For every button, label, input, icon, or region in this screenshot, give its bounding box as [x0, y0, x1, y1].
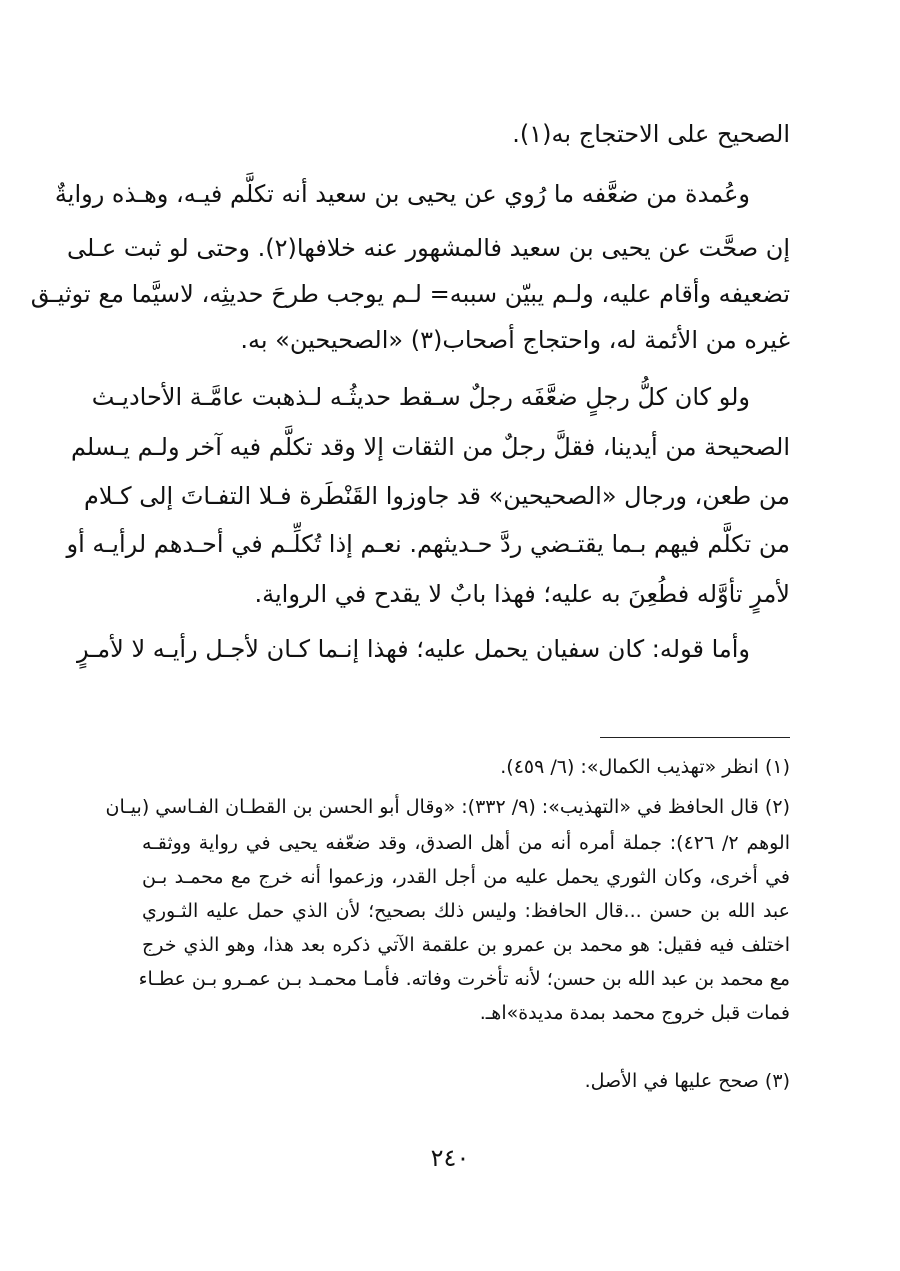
footnote-line: الوهم ٢/ ٤٢٦): جملة أمره أنه من أهل الصدق، وقد ضعّفه يحيى في رواية ووثقـه — [142, 832, 790, 854]
footnote-line: في أخرى، وكان الثوري يحمل عليه من أجل القدر، وزعموا أنه خرج مع محمـد بـن — [142, 866, 790, 888]
text-line: وعُمدة من ضعَّفه ما رُوي عن يحيى بن سعيد أنه تكلَّم فيـه، وهـذه روايةٌ — [54, 180, 750, 208]
text-line: الصحيح على الاحتجاج به(١). — [512, 120, 790, 148]
text-line: غيره من الأئمة له، واحتجاج أصحاب(٣) «الصحيحين» به. — [240, 326, 790, 354]
footnote-1: (١) انظر «تهذيب الكمال»: (٦/ ٤٥٩). — [500, 756, 790, 778]
text-line: الصحيحة من أيدينا، فقلَّ رجلٌ من الثقات إلا وقد تكلَّم فيه آخر ولـم يـسلم — [70, 433, 790, 461]
text-line: إن صحَّت عن يحيى بن سعيد فالمشهور عنه خلافها(٢). وحتى لو ثبت عـلى — [66, 234, 790, 262]
text-line: تضعيفه وأقام عليه، ولـم يبيّن سببه= لـم يوجب طرحَ حديثِه، لاسيَّما مع توثيـق — [30, 280, 790, 308]
footnote-line: مع محمد بن عبد الله بن حسن؛ لأنه تأخرت وفاته. فأمـا محمـد بـن عمـرو بـن عطـاء — [138, 968, 790, 990]
footnote-line: اختلف فيه فقيل: هو محمد بن عمرو بن علقمة الآتي ذكره بعد هذا، وهو الذي خرج — [142, 934, 790, 956]
footnote-2: (٢) قال الحافظ في «التهذيب»: (٩/ ٣٣٢): «وقال أبو الحسن بن القطـان الفـاسي (بيـان — [105, 796, 790, 818]
page-number: ٢٤٠ — [430, 1144, 470, 1172]
text-line: من طعن، ورجال «الصحيحين» قد جاوزوا القَنْطَرة فـلا التفـاتَ إلى كـلام — [83, 482, 790, 510]
text-line: ولو كان كلُّ رجلٍ ضعَّفَه رجلٌ سـقط حديثُـه لـذهبت عامَّـة الأحاديـث — [91, 383, 750, 411]
text-line: وأما قوله: كان سفيان يحمل عليه؛ فهذا إنـما كـان لأجـل رأيـه لا لأمـرٍ — [77, 635, 750, 663]
text-line: لأمرٍ تأوَّله فطُعِنَ به عليه؛ فهذا بابٌ لا يقدح في الرواية. — [254, 580, 790, 608]
footnote-3: (٣) صحح عليها في الأصل. — [584, 1070, 790, 1092]
footnote-line: فمات قبل خروج محمد بمدة مديدة»اهـ. — [479, 1002, 790, 1024]
footnote-line: عبد الله بن حسن ...قال الحافظ: وليس ذلك بصحيح؛ لأن الذي حمل عليه الثـوري — [142, 900, 790, 922]
text-line: من تكلَّم فيهم بـما يقتـضي ردَّ حـديثهم. نعـم إذا تُكلِّـم في أحـدهم لرأيـه أو — [66, 530, 790, 558]
footnote-separator — [600, 737, 790, 738]
